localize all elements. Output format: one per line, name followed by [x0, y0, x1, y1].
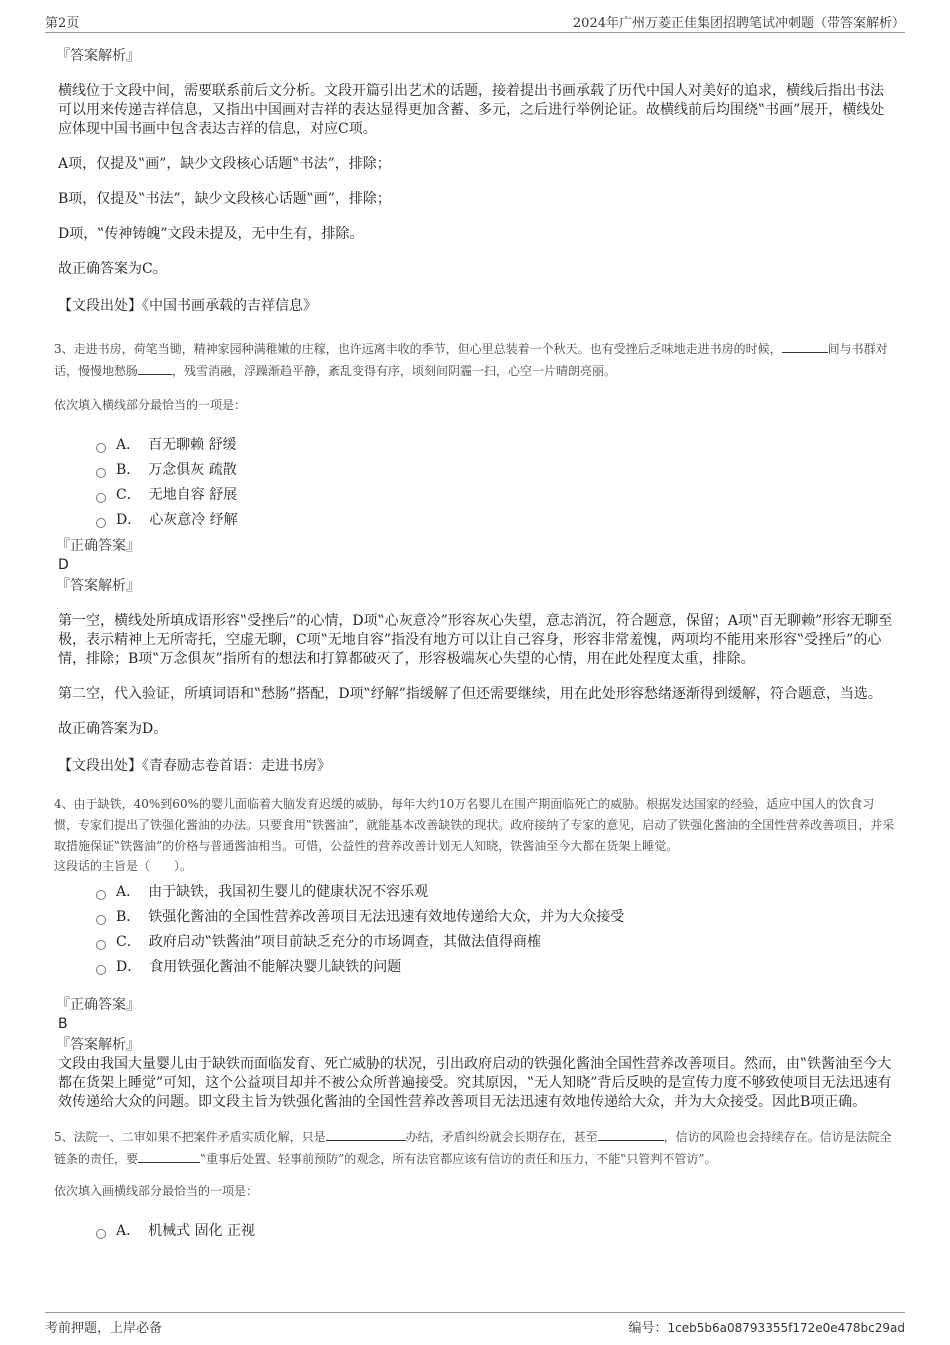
options-list	[96, 432, 896, 532]
radio-icon[interactable]	[96, 940, 106, 950]
answer-label: 『正确答案』	[56, 997, 140, 1013]
analysis-label: 『答案解析』	[56, 578, 140, 594]
analysis-conclusion: 故正确答案为C。	[58, 261, 167, 277]
question-prompt: 依次填入横线部分最恰当的一项是：	[54, 398, 247, 412]
analysis-text: 文段由我国大量婴儿由于缺铁而面临发育、死亡威胁的状况，引出政府启动的铁强化酱油全国性营养改善项目。然而，由‟铁酱油至今大都在货架上睡觉”可知，这个公益项目却并不被公众所普遍接受。究其原因，‟无人知晓”背后反映的是宣传力度不够致使项目无法迅速有效传递给大众的问题。即文段主旨为铁强化酱油的全国性营养改善项目无法迅速有效地传递给大众，并为大众接受。因此B项正确。	[58, 1056, 892, 1110]
correct-answer: D	[58, 557, 69, 573]
analysis-text: 第二空，代入验证，所填词语和‟愁肠”搭配，D项‟纾解”指缓解了但还需要继续，用在此处形容愁绪逐渐得到缓解，符合题意，当选。	[58, 686, 882, 702]
option-c[interactable]: C． 政府启动‟铁酱油”项目前缺乏充分的市场调查，其做法值得商榷	[96, 929, 896, 954]
radio-icon[interactable]	[96, 468, 106, 478]
analysis-text: 横线位于文段中间，需要联系前后文分析。文段开篇引出艺术的话题，接着提出书画承载了历代中国人对美好的追求，横线后指出书法可以用来传递吉祥信息，又指出中国画对吉祥的表达显得更加含蓄、多元，之后进行举例论证。故横线前后均围绕‟书画”展开，横线处应体现中国书画中包含表达吉祥的信息，对应C项。	[58, 83, 885, 137]
question-prompt: 依次填入画横线部分最恰当的一项是：	[54, 1184, 259, 1198]
question-5: 5、法院一、二审如果不把案件矛盾实质化解，只是 办结，矛盾纠纷就会长期存在，甚至 ，信访的风险也会持续存在。信访是法院全链条的责任，要 ‟重事后处置、轻事前预防”的观念，所有法官都应该有信访的责任和压力，不能‟只管判不管访”。	[54, 1126, 896, 1170]
options-list	[96, 1218, 896, 1243]
correct-answer: B	[58, 1016, 68, 1032]
option-a[interactable]: A． 机械式 固化 正视	[96, 1218, 896, 1243]
radio-icon[interactable]	[96, 890, 106, 900]
analysis-note-a: A项，仅提及‟画”，缺少文段核心话题‟书法”，排除；	[58, 156, 391, 172]
radio-icon[interactable]	[96, 965, 106, 975]
option-d[interactable]: D． 心灰意冷 纾解	[96, 507, 896, 532]
fill-blank	[326, 1126, 406, 1141]
document-body	[56, 40, 896, 1243]
analysis-label: 『答案解析』	[56, 1037, 140, 1053]
option-a[interactable]: A． 百无聊赖 舒缓	[96, 432, 896, 457]
text-source: 【文段出处】《中国书画承载的吉祥信息》	[58, 298, 317, 314]
analysis-text: 第一空，横线处所填成语形容‟受挫后”的心情，D项‟心灰意冷”形容灰心失望，意志消沉，符合题意，保留；A项‟百无聊赖”形容无聊至极，表示精神上无所寄托，空虚无聊，C项‟无地自容”指没有地方可以让自己容身，形容非常羞愧，两项均不能用来形容‟受挫后”的心情，排除；B项‟万念俱灰”指所有的想法和打算都破灭了，形容极端灰心失望的心情，用在此处程度太重，排除。	[58, 613, 893, 667]
fill-blank	[138, 360, 172, 375]
analysis-note-b: B项，仅提及‟书法”，缺少文段核心话题‟画”，排除；	[58, 191, 391, 207]
analysis-note-d: D项，‟传神铸魄”文段未提及，无中生有，排除。	[58, 226, 364, 242]
question-3: 3、走进书房，荷笔当锄，精神家园种满稚嫩的庄稼，也许远离丰收的季节，但心里总装着一个秋天。也有受挫后乏味地走进书房的时候， 间与书群对话，慢慢地愁肠 ，残雪消融，浮躁渐趋平静，紊乱变得有序，顷刻间阴霾一扫，心空一片晴朗亮丽。	[54, 338, 896, 382]
analysis-conclusion: 故正确答案为D。	[58, 721, 168, 737]
document-code: 编号：1ceb5b6a08793355f172e0e478bc29ad	[628, 1321, 905, 1336]
footer-slogan: 考前押题，上岸必备	[45, 1321, 163, 1336]
answer-label: 『正确答案』	[56, 538, 140, 554]
page-footer	[45, 1312, 905, 1335]
fill-blank	[598, 1126, 664, 1141]
question-prompt: 这段话的主旨是（ ）。	[54, 859, 193, 873]
page-header	[45, 10, 905, 33]
options-list	[96, 879, 896, 979]
option-a[interactable]: A． 由于缺铁，我国初生婴儿的健康状况不容乐观	[96, 879, 896, 904]
document-title: 2024年广州万菱正佳集团招聘笔试冲刺题（带答案解析）	[572, 16, 905, 31]
radio-icon[interactable]	[96, 915, 106, 925]
page-number: 第2页	[45, 16, 80, 31]
analysis-label: 『答案解析』	[56, 48, 140, 64]
text-source: 【文段出处】《青春励志卷首语：走进书房》	[58, 758, 331, 774]
radio-icon[interactable]	[96, 1229, 106, 1239]
option-b[interactable]: B． 万念俱灰 疏散	[96, 457, 896, 482]
fill-blank	[138, 1148, 200, 1163]
option-c[interactable]: C． 无地自容 舒展	[96, 482, 896, 507]
radio-icon[interactable]	[96, 443, 106, 453]
option-d[interactable]: D． 食用铁强化酱油不能解决婴儿缺铁的问题	[96, 954, 896, 979]
option-b[interactable]: B． 铁强化酱油的全国性营养改善项目无法迅速有效地传递给大众，并为大众接受	[96, 904, 896, 929]
radio-icon[interactable]	[96, 493, 106, 503]
question-4: 4、由于缺铁，40%到60%的婴儿面临着大脑发育迟缓的威胁，每年大约10万名婴儿在围产期面临死亡的威胁。根据发达国家的经验，适应中国人的饮食习惯，专家们提出了铁强化酱油的办法。只要食用‟铁酱油”，就能基本改善缺铁的现状。政府接纳了专家的意见，启动了铁强化酱油的全国性营养改善项目，并采取措施保证‟铁酱油”的价格与普通酱油相当。可惜，公益性的营养改善计划无人知晓，铁酱油至今大都在货架上睡觉。	[54, 797, 895, 853]
fill-blank	[782, 338, 828, 353]
radio-icon[interactable]	[96, 518, 106, 528]
